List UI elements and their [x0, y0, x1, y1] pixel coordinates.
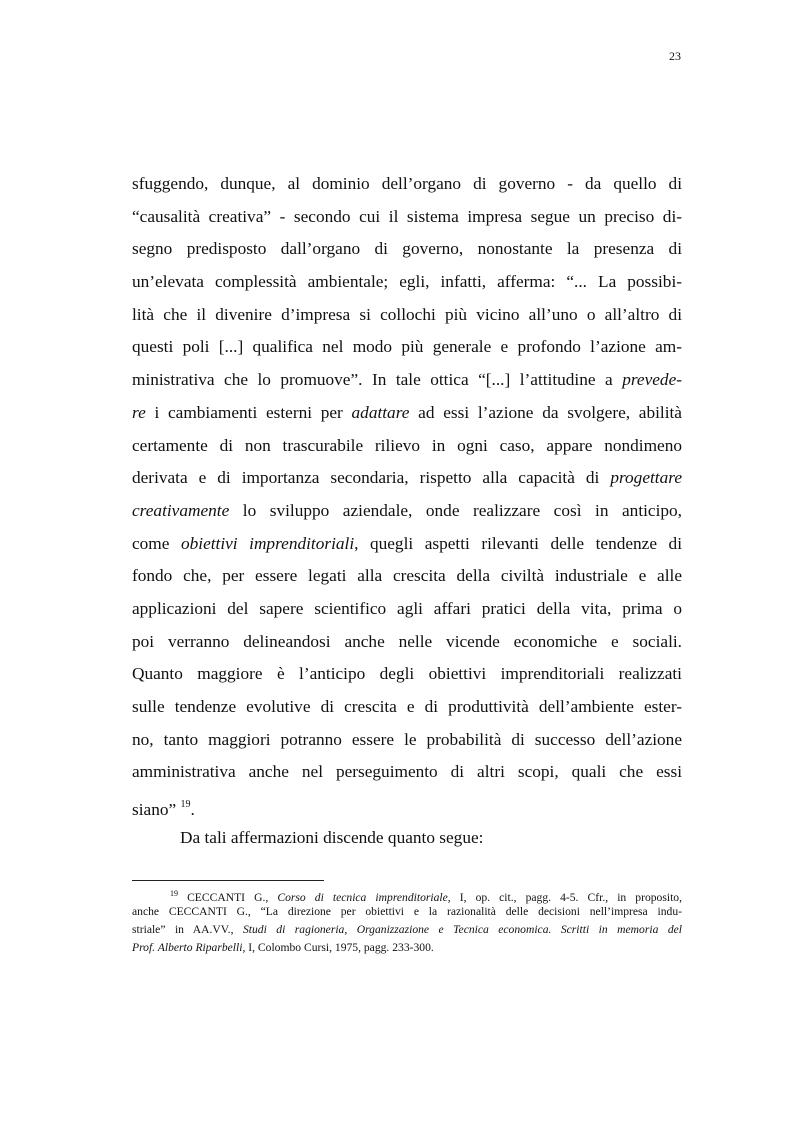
text-line: “causalità creativa” - secondo cui il sistema impresa segue un preciso di- — [132, 206, 682, 226]
footnote-divider — [132, 880, 324, 881]
text-segment: derivata e di importanza secondaria, rispetto alla capacità di — [132, 468, 600, 488]
italic-text: adattare — [351, 402, 410, 422]
text-line — [132, 791, 682, 824]
text-line: Quanto maggiore è l’anticipo degli obiettivi imprenditoriali realizzati — [132, 664, 682, 684]
text-segment: ad essi l’azione da svolgere, abilità — [418, 402, 682, 422]
text-line: un’elevata complessità ambientale; egli, infatti, afferma: “... La possibi- — [132, 272, 682, 292]
text-segment: , I, op. cit., pagg. 4-5. Cfr., in proposito, — [447, 891, 682, 904]
footnote-line — [132, 940, 682, 958]
text-segment: ministrativa che lo promuove”. In tale ottica “[...] l’attitudine a — [132, 370, 613, 390]
text-line: no, tanto maggiori potranno essere le probabilità di successo dell’azione — [132, 729, 682, 749]
footnote-reference[interactable]: 19 — [180, 799, 191, 811]
text-segment: lo sviluppo aziendale, onde realizzare così in anticipo, — [242, 500, 682, 520]
text-segment: i cambiamenti esterni per — [154, 402, 343, 422]
italic-text: progettare — [610, 468, 682, 488]
text-line — [132, 464, 682, 497]
text-line — [132, 399, 682, 432]
text-line: amministrativa anche nel perseguimento di altri scopi, quali che essi — [132, 762, 682, 782]
text-line: poi verranno delineandosi anche nelle vicende economiche e sociali. — [132, 631, 682, 651]
text-segment: CECCANTI G., — [187, 891, 269, 904]
italic-text: obiettivi imprenditoriali — [180, 533, 355, 553]
italic-text: creativamente — [132, 500, 230, 520]
text-line: fondo che, per essere legati alla crescita della civiltà industriale e alle — [132, 566, 682, 586]
text-line: sfuggendo, dunque, al dominio dell’organo di governo - da quello di — [132, 174, 682, 193]
footnote-line — [132, 922, 682, 940]
text-segment: . — [190, 800, 195, 820]
text-line: Da tali affermazioni discende quanto segue: — [180, 827, 484, 847]
text-line: certamente di non trascurabile rilievo in ogni caso, appare nondimeno — [132, 435, 682, 455]
text-line: lità che il divenire d’impresa si collochi più vicino all’uno o all’altro di — [132, 304, 682, 324]
text-segment: come — [132, 533, 170, 553]
italic-text: Studi di ragioneria, Organizzazione e Tecnica economica. Scritti in memoria del — [242, 923, 683, 936]
text-line: segno predisposto dall’organo di governo, nonostante la presenza di — [132, 239, 682, 259]
text-segment: , quegli aspetti rilevanti delle tendenze di — [354, 533, 682, 553]
text-line: sulle tendenze evolutive di crescita e di produttività dell’ambiente ester- — [132, 697, 682, 716]
body-text — [132, 170, 682, 856]
footnote — [132, 886, 682, 958]
footnote-number: 19 — [170, 889, 178, 898]
text-segment: I, Colombo Cursi, 1975, pagg. 233-300. — [248, 941, 434, 954]
text-segment: striale” in AA.VV., — [132, 923, 234, 936]
italic-text: prevede- — [622, 370, 682, 390]
italic-text: re — [132, 402, 146, 422]
italic-text: Corso di tecnica imprenditoriale — [277, 891, 448, 904]
text-line: applicazioni del sapere scientifico agli affari pratici della vita, prima o — [132, 598, 682, 618]
footnote-line — [132, 886, 682, 904]
page-number: 23 — [669, 49, 681, 63]
text-line — [132, 530, 682, 563]
text-line — [132, 497, 682, 530]
footnote-line: anche CECCANTI G., “La direzione per obiettivi e la razionalità delle decisioni nell’impresa indu- — [132, 905, 682, 918]
text-segment: siano” — [132, 800, 177, 820]
text-line — [132, 366, 682, 399]
text-line: questi poli [...] qualifica nel modo più generale e profondo l’azione am- — [132, 337, 682, 357]
italic-text: Prof. Alberto Riparbelli, — [132, 941, 246, 954]
